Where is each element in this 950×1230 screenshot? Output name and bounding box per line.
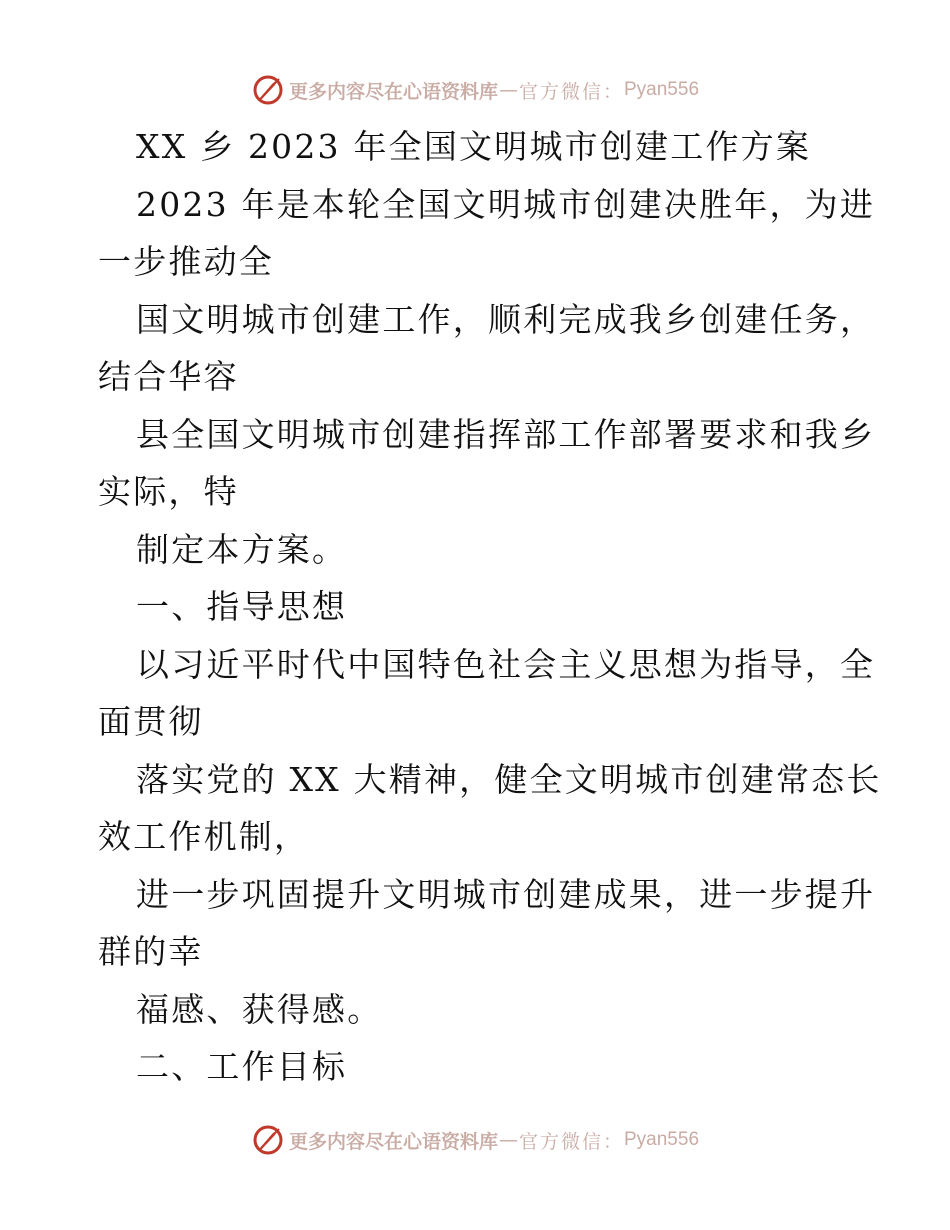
header-banner (0, 70, 950, 110)
quill-logo-icon (251, 1123, 285, 1157)
paragraph-line: 制定本方案。 (136, 529, 348, 569)
paragraph-line: 面贯彻 (98, 702, 204, 741)
paragraph-line: 一步推动全 (98, 242, 274, 281)
paragraph-line: 县全国文明城市创建指挥部工作部署要求和我乡 (136, 414, 876, 454)
paragraph-line: 2023 年是本轮全国文明城市创建决胜年，为进 (136, 184, 876, 224)
paragraph-line: 福感、获得感。 (136, 989, 383, 1029)
paragraph-line: 国文明城市创建工作，顺利完成我乡创建任务， (136, 299, 876, 339)
paragraph-line: 群的幸 (98, 932, 204, 971)
paragraph-line: 进一步巩固提升文明城市创建成果，进一步提升 (136, 874, 876, 914)
banner-dash: — (498, 1129, 518, 1151)
banner-wechat-label: 官方微信： (518, 80, 624, 103)
paragraph-line: 实际，特 (98, 472, 239, 511)
paragraph-line: 结合华容 (98, 357, 239, 396)
banner-wechat-id: Pyan556 (624, 79, 700, 100)
section-heading: 一、指导思想 (136, 587, 348, 626)
quill-logo-icon (251, 73, 285, 107)
paragraph-line: 以习近平时代中国特色社会主义思想为指导，全 (136, 644, 876, 684)
document-title: XX 乡 2023 年全国文明城市创建工作方案 (136, 127, 812, 166)
banner-wechat-label: 官方微信： (518, 1130, 624, 1153)
paragraph-line: 效工作机制， (98, 817, 310, 856)
banner-wechat-id: Pyan556 (624, 1129, 700, 1150)
paragraph-line: 落实党的 XX 大精神，健全文明城市创建常态长 (136, 759, 882, 799)
banner-slogan: 更多内容尽在心语资料库 (288, 1130, 498, 1153)
banner-slogan: 更多内容尽在心语资料库 (288, 80, 498, 103)
footer-banner (0, 1120, 950, 1160)
section-heading: 二、工作目标 (136, 1047, 348, 1086)
document-body (98, 118, 882, 1096)
banner-dash: — (498, 79, 518, 101)
